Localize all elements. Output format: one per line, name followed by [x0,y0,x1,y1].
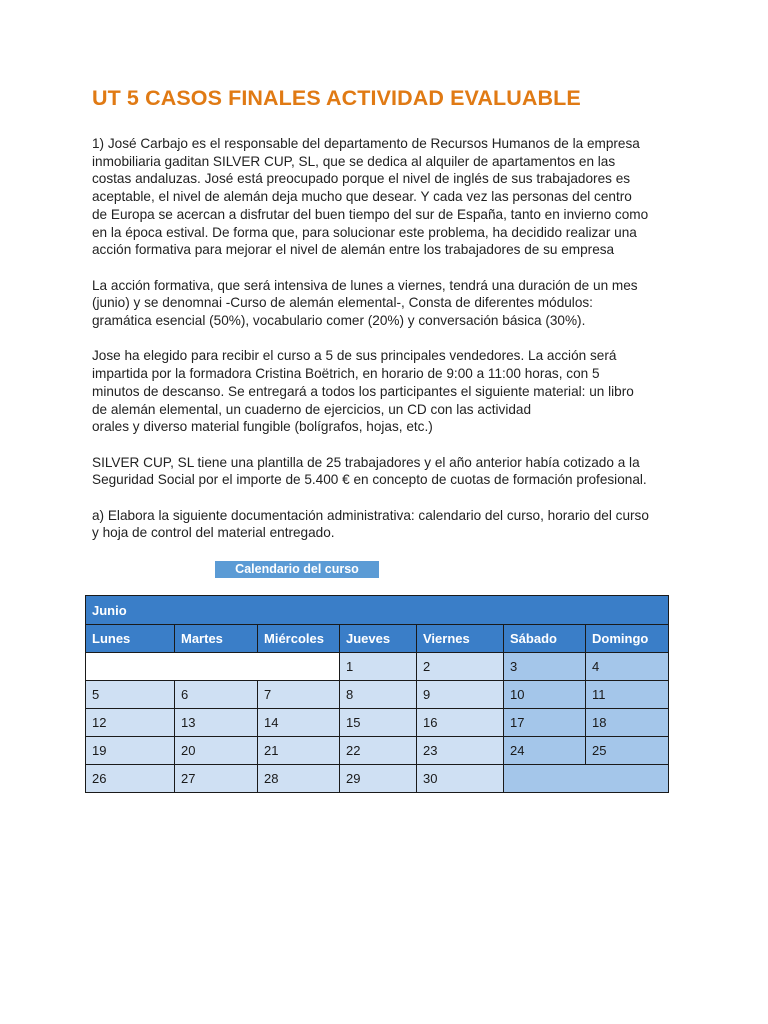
text-line: gramática esencial (50%), vocabulario comer (20%) y conversación básica (30%). [92,313,586,329]
calendar-day-cell: 6 [175,681,258,709]
calendar-day-cell: 1 [340,653,417,681]
text-line: Seguridad Social por el importe de 5.400 € en concepto de cuotas de formación profesional. [92,472,647,488]
calendar-week-row [86,737,669,765]
text-line: de alemán elemental, un cuaderno de ejercicios, un CD con las actividad [92,401,532,417]
weekday-header: Jueves [340,625,417,653]
weekday-header: Miércoles [258,625,340,653]
calendar-week-row [86,681,669,709]
calendar-day-cell: 20 [175,737,258,765]
weekday-header: Viernes [417,625,504,653]
calendar-day-cell: 2 [417,653,504,681]
text-line: de Europa se acercan a disfrutar del buen tiempo del sur de España, tanto en invierno como [92,206,649,222]
calendar-empty-cell [86,653,340,681]
calendar-day-cell: 21 [258,737,340,765]
calendar-month-label: Junio [86,596,669,625]
text-line: acción formativa para mejorar el nivel de alemán entre los trabajadores de su empresa [92,242,615,258]
calendar-week-row [86,709,669,737]
calendar-day-cell: 12 [86,709,175,737]
calendar-day-cell: 26 [86,765,175,793]
calendar-day-cell: 27 [175,765,258,793]
calendar-month-row [86,596,669,625]
text-line: a) Elabora la siguiente documentación administrativa: calendario del curso, horario del curso [92,507,649,523]
weekday-header: Lunes [86,625,175,653]
calendar-day-cell: 24 [504,737,586,765]
weekday-header: Domingo [586,625,669,653]
calendar-day-cell: 29 [340,765,417,793]
document-body [92,135,692,560]
calendar-day-cell: 25 [586,737,669,765]
text-line: impartida por la formadora Cristina Boëtrich, en horario de 9:00 a 11:00 horas, con 5 [92,366,600,382]
text-line: minutos de descanso. Se entregará a todos los participantes el siguiente material: un libro [92,383,634,399]
calendar-day-cell: 22 [340,737,417,765]
calendar-header-row [86,625,669,653]
calendar-day-cell: 13 [175,709,258,737]
paragraph-4 [92,454,692,489]
calendar-day-cell: 3 [504,653,586,681]
calendar-day-cell: 4 [586,653,669,681]
text-line: Jose ha elegido para recibir el curso a 5 de sus principales vendedores. La acción será [92,348,617,364]
calendar-title-bar [215,561,379,578]
paragraph-3 [92,347,692,436]
text-line: SILVER CUP, SL tiene una plantilla de 25 trabajadores y el año anterior había cotizado a la [92,454,640,470]
calendar-day-cell: 8 [340,681,417,709]
calendar-day-cell: 11 [586,681,669,709]
calendar-day-cell: 9 [417,681,504,709]
text-line: inmobiliaria gaditan SILVER CUP, SL, que se dedica al alquiler de apartamentos en las [92,153,616,169]
calendar-empty-cell [504,765,669,793]
calendar-day-cell: 17 [504,709,586,737]
calendar-week-row [86,765,669,793]
calendar-table [85,595,669,793]
calendar-title: Calendario del curso [235,562,359,576]
calendar-day-cell: 10 [504,681,586,709]
calendar-week-row [86,653,669,681]
paragraph-1 [92,135,692,259]
text-line: (junio) y se denomnai -Curso de alemán elemental-, Consta de diferentes módulos: [92,295,593,311]
calendar-day-cell: 18 [586,709,669,737]
calendar-day-cell: 19 [86,737,175,765]
calendar-day-cell: 7 [258,681,340,709]
text-line: y hoja de control del material entregado. [92,525,335,541]
calendar-day-cell: 14 [258,709,340,737]
document-title: UT 5 CASOS FINALES ACTIVIDAD EVALUABLE [92,86,581,110]
calendar-day-cell: 15 [340,709,417,737]
weekday-header: Martes [175,625,258,653]
calendar-day-cell: 16 [417,709,504,737]
text-line: 1) José Carbajo es el responsable del departamento de Recursos Humanos de la empresa [92,136,640,151]
calendar-day-cell: 5 [86,681,175,709]
calendar-day-cell: 23 [417,737,504,765]
paragraph-2 [92,277,692,330]
text-line: orales y diverso material fungible (bolígrafos, hojas, etc.) [92,419,433,435]
text-line: en la época estival. De forma que, para solucionar este problema, ha decidido realizar una [92,224,637,240]
calendar-day-cell: 30 [417,765,504,793]
paragraph-5 [92,507,692,542]
text-line: costas andaluzas. José está preocupado porque el nivel de inglés de sus trabajadores es [92,171,631,187]
weekday-header: Sábado [504,625,586,653]
calendar-day-cell: 28 [258,765,340,793]
text-line: aceptable, el nivel de alemán deja mucho que desear. Y cada vez las personas del centro [92,189,632,205]
text-line: La acción formativa, que será intensiva de lunes a viernes, tendrá una duración de un mes [92,277,638,293]
